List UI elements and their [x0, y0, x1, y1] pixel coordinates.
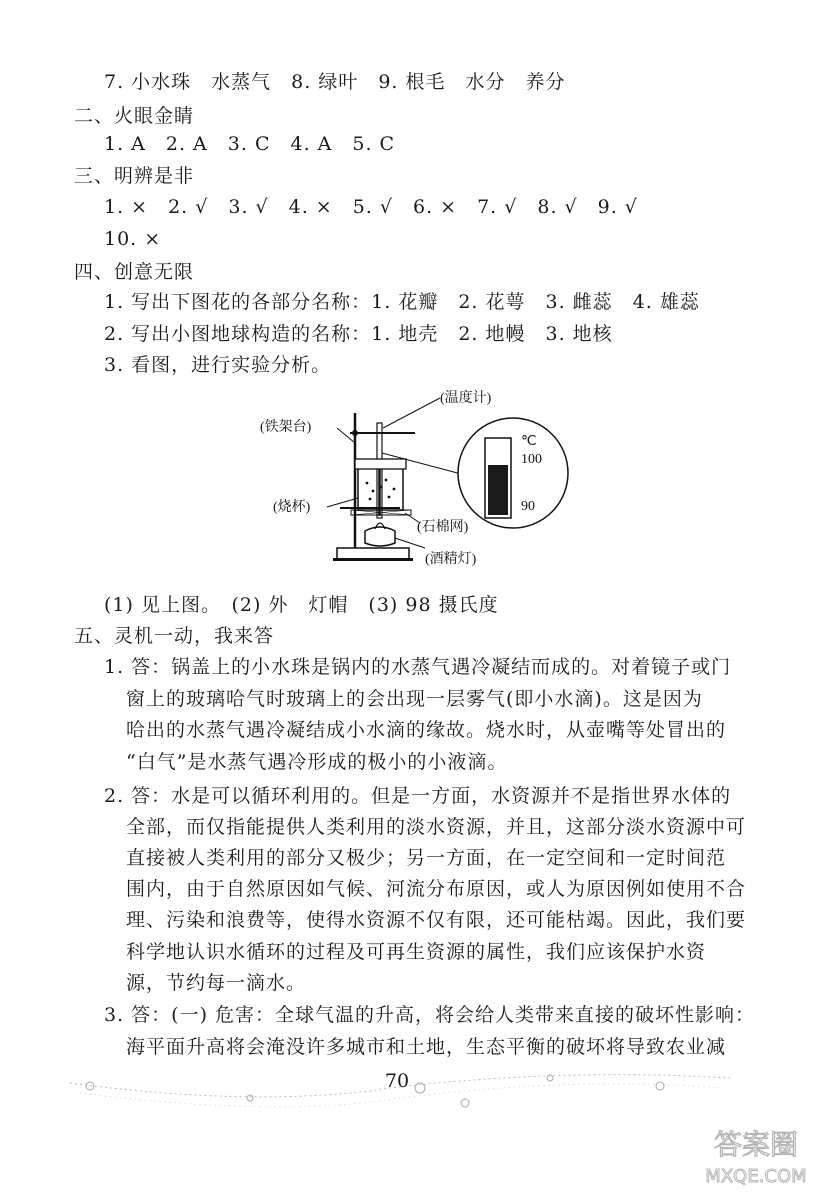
answer-3-line-1: 3. 答：(一) 危害：全球气温的升高，将会给人类带来直接的破坏性影响： — [104, 1004, 756, 1026]
answer-2-line-4: 围内，由于自然原因如气候、河流分布原因，或人为原因例如使用不合 — [126, 878, 747, 900]
label-beaker: (烧杯) — [273, 500, 311, 515]
label-tick-90: 90 — [521, 499, 535, 514]
answer-2-line-5: 理、污染和浪费等，使得水资源不仅有限，还可能枯竭。因此，我们要 — [126, 909, 747, 931]
experiment-figure — [255, 383, 585, 578]
page-number: 70 — [384, 1070, 410, 1092]
answer-1-line-4: “白气”是水蒸气遇冷形成的极小的小液滴。 — [126, 751, 508, 773]
label-thermometer: (温度计) — [440, 391, 492, 406]
svg-text:答案圈: 答案圈 — [713, 1128, 799, 1161]
label-tick-100: 100 — [521, 452, 542, 467]
section-4-answer: (1) 见上图。 (2) 外 灯帽 (3) 98 摄氏度 — [104, 594, 499, 616]
answer-2-line-1: 2. 答：水是可以循环利用的。但是一方面，水资源并不是指世界水体的 — [104, 785, 732, 807]
section-3-answers-row1: 1. × 2. √ 3. √ 4. × 5. √ 6. × 7. √ 8. √ 9. √ — [104, 196, 638, 218]
label-asbestos-gauze: (石棉网) — [417, 520, 469, 535]
svg-text:MXQE.COM: MXQE.COM — [705, 1166, 807, 1187]
section-2-answers: 1. A 2. A 3. C 4. A 5. C — [104, 133, 396, 155]
answer-3-line-2: 海平面升高将会淹没许多城市和土地，生态平衡的破坏将导致农业减 — [126, 1036, 727, 1058]
section-2-heading: 二、火眼金睛 — [74, 105, 195, 127]
section-4-q3: 3. 看图，进行实验分析。 — [104, 354, 332, 376]
section-5-heading: 五、灵机一动，我来答 — [74, 625, 275, 647]
section-3-answers-row2: 10. × — [104, 228, 162, 250]
answer-line-7-9: 7. 小水珠 水蒸气 8. 绿叶 9. 根毛 水分 养分 — [104, 71, 566, 93]
answer-2-line-6: 科学地认识水循环的过程及可再生资源的属性，我们应该保护水资 — [126, 941, 707, 963]
label-alcohol-lamp: (酒精灯) — [425, 552, 477, 567]
section-4-q1: 1. 写出下图花的各部分名称：1. 花瓣 2. 花萼 3. 雌蕊 4. 雄蕊 — [104, 291, 700, 313]
section-4-q2: 2. 写出小图地球构造的名称：1. 地壳 2. 地幔 3. 地核 — [104, 323, 613, 345]
watermark-logo — [691, 1122, 821, 1192]
answer-2-line-3: 直接被人类利用的部分又极少；另一方面，在一定空间和一定时间范 — [126, 847, 727, 869]
answer-2-line-7: 源，节约每一滴水。 — [126, 972, 307, 994]
experiment-diagram — [255, 383, 585, 578]
answer-2-line-2: 全部，而仅指能提供人类利用的淡水资源，并且，这部分淡水资源中可 — [126, 816, 747, 838]
label-iron-stand: (铁架台) — [260, 420, 312, 435]
answer-1-line-1: 1. 答：锅盖上的小水珠是锅内的水蒸气遇冷凝结而成的。对着镜子或门 — [104, 656, 732, 678]
answer-1-line-3: 哈出的水蒸气遇冷凝结成小水滴的缘故。烧水时，从壶嘴等处冒出的 — [126, 719, 727, 741]
section-4-heading: 四、创意无限 — [74, 261, 195, 283]
answer-1-line-2: 窗上的玻璃哈气时玻璃上的会出现一层雾气(即小水滴)。这是因为 — [126, 688, 703, 710]
section-3-heading: 三、明辨是非 — [74, 165, 195, 187]
label-celsius-unit: ℃ — [521, 434, 537, 449]
